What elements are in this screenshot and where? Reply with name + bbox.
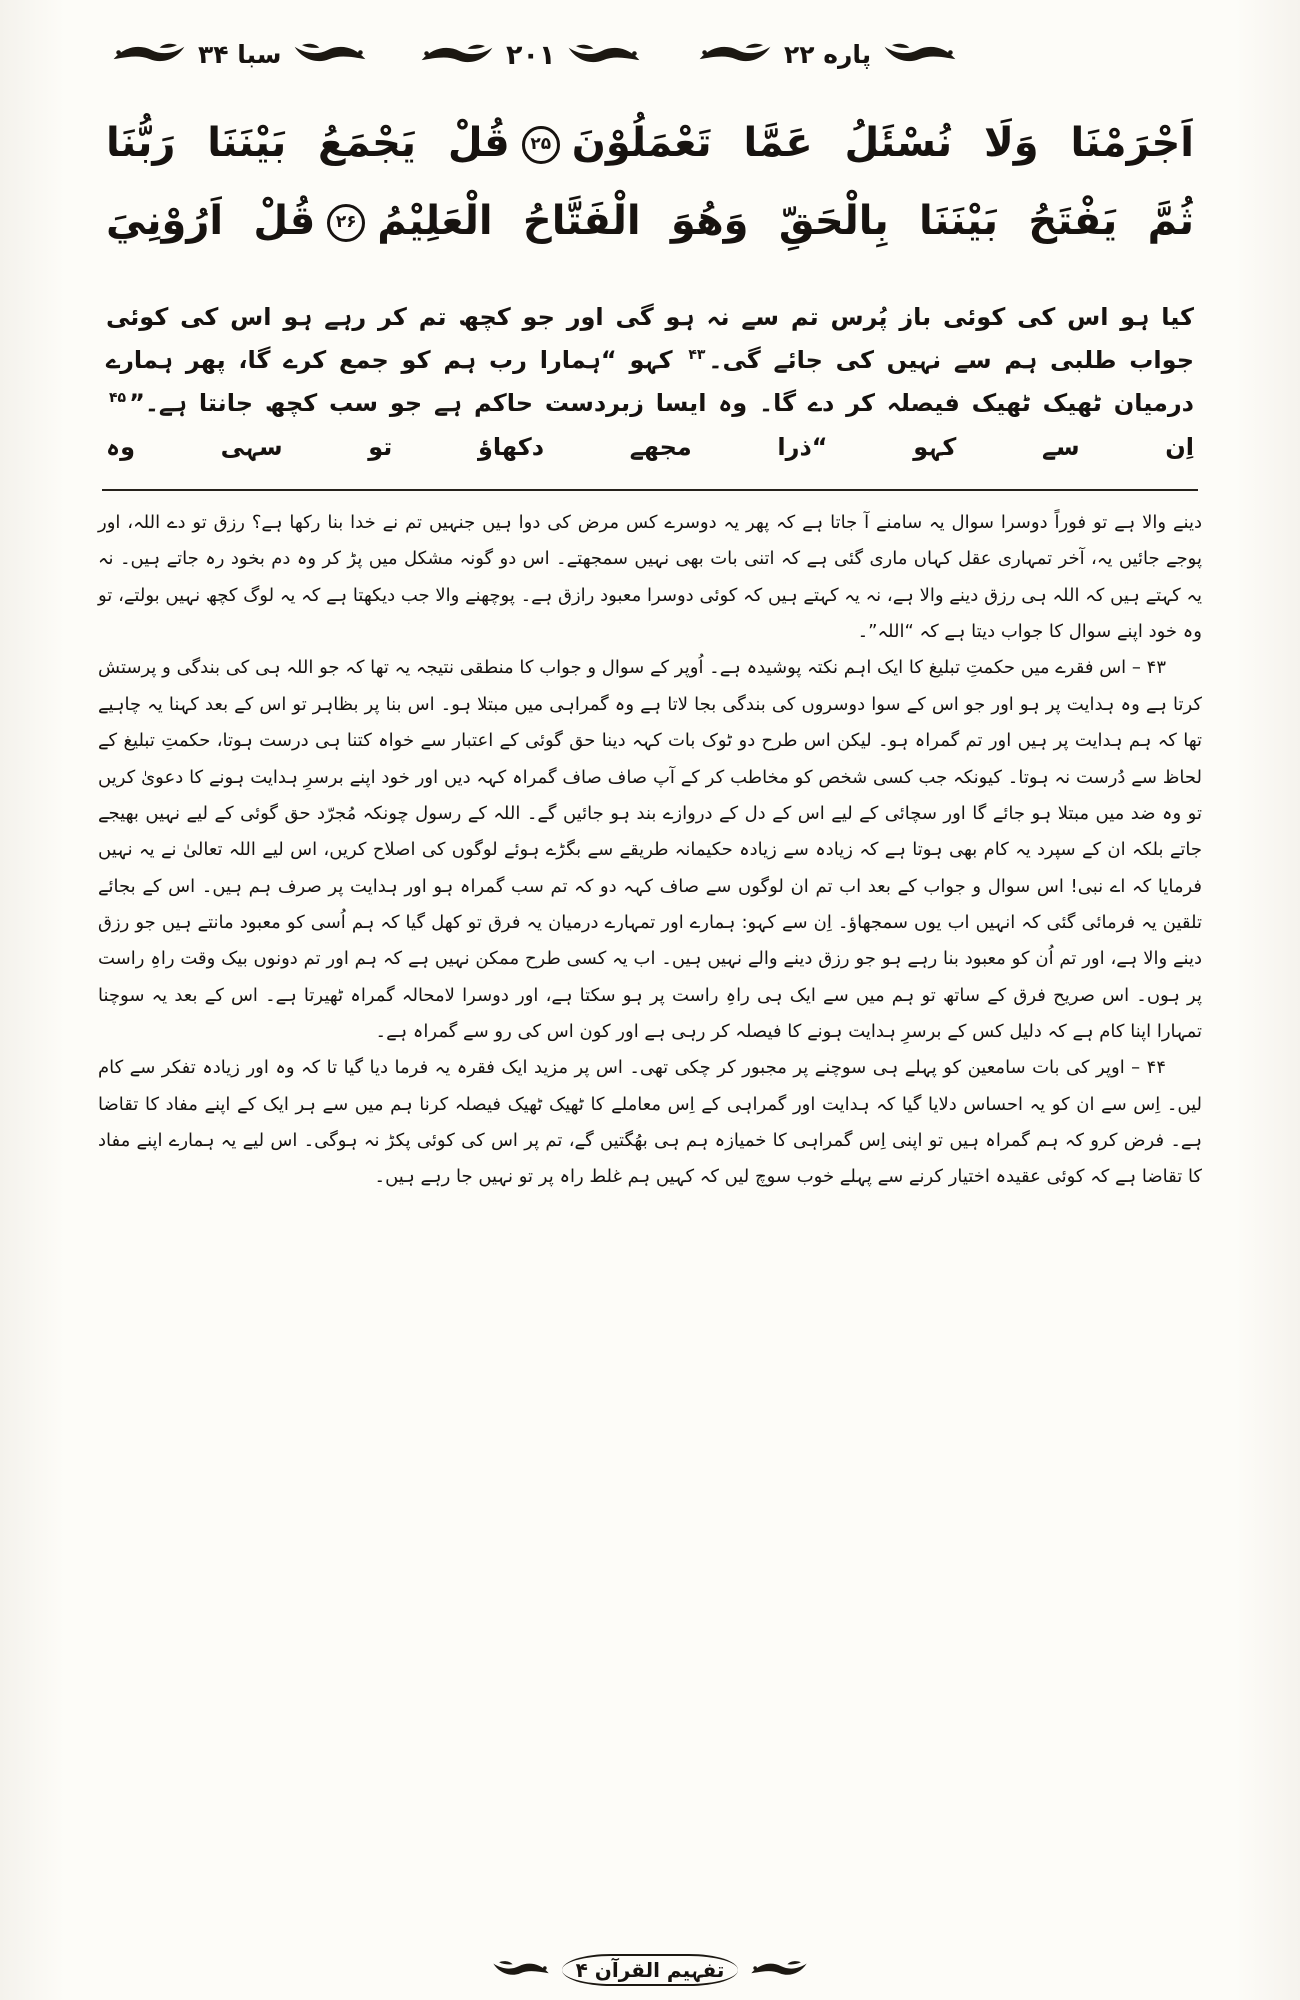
translation-text: اِن سے کہو “ذرا مجھے دکھاؤ تو سہی وہ (106, 432, 1194, 461)
commentary-footnote-44: ۴۴ – اوپر کی بات سامعین کو پہلے ہی سوچنے پر مجبور کر چکی تھی۔ اس پر مزید ایک فقرہ یہ فرما دیا گیا تا کہ وہ اور زیادہ تفکر سے کام لیں۔ اِس سے ان کو یہ احساس دلایا گیا کہ ہدایت اور گمراہی کے اِس معاملے کا ٹھیک ٹھیک فیصلہ کرنا ہم میں سے ہر ایک کے اپنے مفاد کا تقاضا ہے۔ فرض کرو کہ ہم گمراہ ہیں تو اپنی اِس گمراہی کا خمیازہ ہم ہی بھُگتیں گے، تم پر اس کی کوئی پکڑ نہ ہوگی۔ اس لیے یہ ہمارے اپنے مفاد کا تقاضا ہے کہ کوئی عقیدہ اختیار کرنے سے پہلے خوب سوچ لیں کہ کہیں ہم غلط راہ پر تو نہیں جا رہے ہیں۔ (98, 1057, 1202, 1188)
floral-flourish-icon (883, 41, 957, 69)
juz-marker (698, 40, 957, 69)
translation-text: کہو “ہمارا رب ہم کو جمع کرے گا، پھر ہمارے درمیان ٹھیک ٹھیک فیصلہ کر دے گا۔ وہ ایسا زبردست حاکم ہے جو سب کچھ جانتا ہے۔” (106, 346, 1194, 418)
section-divider-rule (102, 489, 1198, 491)
book-title: تفہیم القرآن ۴ (562, 1954, 739, 1986)
verse-number-badge: ۲۵ (522, 126, 560, 164)
floral-flourish-icon (750, 1959, 808, 1981)
commentary-paragraph-continuation: دینے والا ہے تو فوراً دوسرا سوال یہ سامنے آ جاتا ہے کہ پھر یہ دوسرے کس مرض کی دوا ہیں جنہیں تم نے خدا بنا رکھا ہے؟ رزق تو دے اللہ، اور پوجے جائیں یہ، آخر تمہاری عقل کہاں ماری گئی ہے کہ اتنی بات بھی نہیں سمجھتے۔ اس دو گونہ مشکل میں پڑ کر وہ دم بخود رہ جاتے ہیں۔ نہ یہ کہتے ہیں کہ اللہ ہی رزق دینے والا ہے، نہ یہ کہتے ہیں کہ کوئی دوسرا معبود رازق ہے۔ پوچھنے والا جب دیکھتا ہے کہ یہ لوگ کچھ نہیں بولتے، تو وہ خود اپنے سوال کا جواب دیتا ہے کہ “اللہ”۔ (98, 512, 1202, 643)
page-number-marker (420, 40, 641, 71)
page-header (0, 40, 1300, 104)
verse-number-badge: ۲۶ (327, 204, 365, 242)
floral-flourish-icon (420, 42, 494, 70)
footnote-reference: ۴۵ (109, 390, 127, 407)
quran-text: قُلْ اَرُوْنِيَ (106, 198, 316, 244)
commentary-block (98, 505, 1202, 1196)
translation-block (106, 296, 1194, 469)
quran-text: ثُمَّ يَفْتَحُ بَيْنَنَا بِالْحَقِّ وَهُوَ الْفَتَّاحُ الْعَلِيْمُ (377, 198, 1194, 244)
page-number: ۲۰۱ (506, 40, 556, 71)
floral-flourish-icon (112, 41, 186, 69)
quran-text: قُلْ يَجْمَعُ بَيْنَنَا رَبُّنَا (106, 120, 510, 166)
floral-flourish-icon (293, 41, 367, 69)
floral-flourish-icon (492, 1959, 550, 1981)
translation-paragraph (106, 296, 1194, 469)
surah-marker (112, 40, 367, 69)
translation-text: کیا ہو اس کی کوئی باز پُرس تم سے نہ ہو گی اور جو کچھ تم کر رہے ہو اس کی کوئی جواب طلبی ہم سے نہیں کی جائے گی۔ (106, 303, 1194, 375)
floral-flourish-icon (698, 41, 772, 69)
floral-flourish-icon (567, 42, 641, 70)
commentary-footnote-43: ۴۳ – اس فقرے میں حکمتِ تبلیغ کا ایک اہم نکتہ پوشیدہ ہے۔ اُوپر کے سوال و جواب کا منطقی نتیجہ یہ تھا کہ جو اللہ ہی کی بندگی و پرستش کرتا ہے وہ ہدایت پر ہو اور جو اس کے سوا دوسروں کی بندگی بجا لاتا ہے وہ گمراہی میں مبتلا ہو۔ اس بنا پر بظاہر تو اس کے بعد کہنا یہ چاہیے تھا کہ ہم ہدایت پر ہیں اور تم گمراہ ہو۔ لیکن اس طرح دو ٹوک بات کہہ دینا حق گوئی کے اعتبار سے خواہ کتنا ہی درست ہوتا، حکمتِ تبلیغ کے لحاظ سے دُرست نہ ہوتا۔ کیونکہ جب کسی شخص کو مخاطب کر کے آپ صاف صاف گمراہ کہہ دیں اور خود اپنے برسرِ ہدایت ہونے کا دعویٰ کریں تو وہ ضد میں مبتلا ہو جائے گا اور سچائی کے لیے اس کے دل کے دروازے بند ہو جائیں گے۔ اللہ کے رسول چونکہ مُجرّد حق گوئی کے لیے نہیں بھیجے جاتے بلکہ ان کے سپرد یہ کام بھی ہوتا ہے کہ زیادہ سے زیادہ حکیمانہ طریقے سے بگڑے ہوئے لوگوں کی اصلاح کریں، اس لیے اللہ تعالیٰ نے یہ نہیں فرمایا کہ اے نبی! اس سوال و جواب کے بعد اب تم ان لوگوں سے صاف کہہ دو کہ تم سب گمراہ ہو اور ہدایت پر صرف ہم ہیں۔ اس کے بجائے تلقین یہ فرمائی گئی کہ انہیں اب یوں سمجھاؤ۔ اِن سے کہو: ہمارے اور تمہارے درمیان یہ فرق تو کھل گیا کہ ہم اُسی کو معبود مانتے ہیں جو رزق دینے والا ہے، اور تم اُن کو معبود بنا رہے ہو جو رزق دینے والے نہیں ہیں۔ اب یہ کسی طرح ممکن نہیں ہے کہ ہم اور تم دونوں بیک وقت راہِ راست پر ہوں۔ اس صریح فرق کے ساتھ تو ہم میں سے ایک ہی راہِ راست پر ہو سکتا ہے، اور دوسرا لامحالہ گمراہ ٹھیرتا ہے۔ اس کے بعد یہ سوچنا تمہارا اپنا کام ہے کہ دلیل کس کے برسرِ ہدایت ہونے کا فیصلہ کر رہی ہے اور کون اس کی رو سے گمراہ ہے۔ (98, 657, 1202, 1043)
surah-label: سبا ۳۴ (198, 40, 282, 69)
juz-label: پاره ۲۲ (784, 40, 872, 69)
quran-line (106, 104, 1194, 182)
page-footer (0, 1954, 1300, 1986)
quran-text-block (106, 104, 1194, 260)
footnote-reference: ۴۳ (688, 347, 706, 364)
quran-text: اَجْرَمْنَا وَلَا نُسْئَلُ عَمَّا تَعْمَلُوْنَ (571, 120, 1194, 166)
quran-line (106, 182, 1194, 260)
